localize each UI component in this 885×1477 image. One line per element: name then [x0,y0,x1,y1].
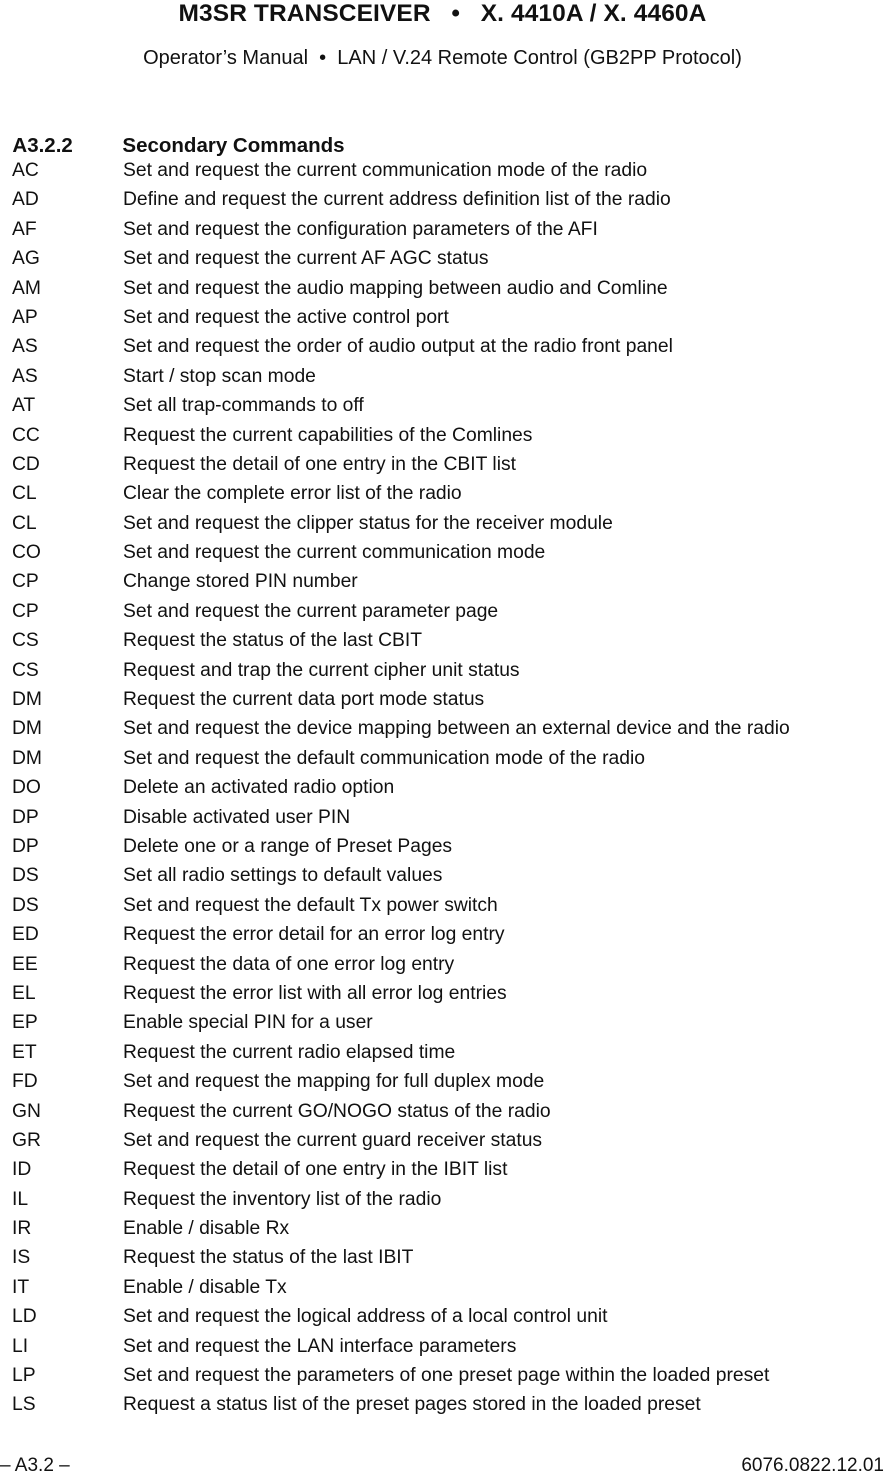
command-row [12,1069,882,1098]
page-title: M3SR TRANSCEIVER • X. 4410A / X. 4460A [178,0,707,27]
command-code: AD [12,189,39,211]
command-code: CS [12,630,39,652]
command-description: Set and request the mapping for full duplex mode [123,1071,545,1093]
command-description: Set all trap-commands to off [123,395,364,417]
command-row [12,452,882,481]
command-description: Request the inventory list of the radio [123,1188,442,1210]
command-row [12,540,882,569]
command-code: CP [12,600,39,622]
command-description: Set and request the current parameter page [123,600,499,622]
command-row [12,1275,882,1304]
command-code: IL [12,1188,29,1210]
command-row [12,599,882,628]
command-code: EP [12,1012,38,1034]
command-description: Set and request the default Tx power switch [123,894,498,916]
command-code: CL [12,512,37,534]
command-code: AG [12,248,40,270]
command-code: DP [12,806,39,828]
command-description: Enable / disable Rx [123,1218,290,1240]
command-description: Request the error detail for an error log entry [123,924,505,946]
command-description: Set and request the current guard receiver status [123,1129,543,1151]
command-row [12,187,882,216]
command-row [12,628,882,657]
command-row [12,364,882,393]
command-description: Set and request the current communication mode of the radio [123,160,648,181]
command-row [12,716,882,745]
command-row [12,658,882,687]
command-code: ED [12,924,39,946]
command-code: CS [12,659,39,681]
command-code: DM [12,718,42,740]
command-description: Set and request the parameters of one preset page within the loaded preset [123,1365,770,1387]
command-row [12,1099,882,1128]
command-code: LS [12,1394,36,1416]
command-row [12,1010,882,1039]
command-row [12,217,882,246]
command-code: ET [12,1041,37,1063]
command-code: AS [12,336,38,358]
command-description: Change stored PIN number [123,571,358,593]
command-code: LI [12,1335,29,1357]
command-row [12,1187,882,1216]
command-code: AM [12,277,41,299]
command-description: Disable activated user PIN [123,806,351,828]
command-code: AF [12,218,37,240]
command-description: Request the data of one error log entry [123,953,455,975]
command-row [12,775,882,804]
command-code: DM [12,689,42,711]
command-description: Set and request the LAN interface parameters [123,1335,517,1357]
command-row [12,805,882,834]
command-code: DS [12,865,39,887]
command-description: Set and request the device mapping between an external device and the radio [123,718,790,740]
command-description: Request the current GO/NOGO status of the radio [123,1100,551,1122]
command-row [12,863,882,892]
command-row [12,1128,882,1157]
command-description: Request a status list of the preset pages stored in the loaded preset [123,1394,701,1416]
command-description: Request the detail of one entry in the IBIT list [123,1159,508,1181]
section-heading [1,107,345,159]
command-description: Set and request the current AF AGC status [123,248,489,270]
command-description: Request the current capabilities of the Comlines [123,424,533,446]
command-code: IT [12,1276,30,1298]
page-subtitle: Operator’s Manual • LAN / V.24 Remote Control (GB2PP Protocol) [143,47,742,69]
command-row [12,511,882,540]
command-code: AT [12,395,36,417]
command-code: CO [12,542,41,564]
command-description: Set and request the current communication mode [123,542,546,564]
command-description: Set and request the configuration parameters of the AFI [123,218,598,240]
command-row [12,1334,882,1363]
command-code: DO [12,777,41,799]
command-row [12,1157,882,1186]
command-code: CC [12,424,40,446]
command-code: EE [12,953,38,975]
command-row [12,393,882,422]
command-code: AP [12,306,38,328]
command-row [12,922,882,951]
command-description: Set and request the order of audio output at the radio front panel [123,336,673,358]
command-row [12,481,882,510]
command-row [12,834,882,863]
command-code: DM [12,747,42,769]
command-code: LP [12,1365,36,1387]
command-row [12,1245,882,1274]
command-code: CD [12,453,40,475]
command-description: Enable / disable Tx [123,1276,287,1298]
command-row [12,423,882,452]
command-description: Request the status of the last CBIT [123,630,423,652]
command-row [12,1304,882,1333]
command-description: Request the status of the last IBIT [123,1247,414,1269]
command-description: Request the detail of one entry in the CBIT list [123,453,516,475]
section-number: A3.2.2 [12,134,73,157]
command-description: Enable special PIN for a user [123,1012,373,1034]
command-code: CP [12,571,39,593]
command-row [12,1216,882,1245]
command-description: Define and request the current address definition list of the radio [123,189,671,211]
command-description: Set and request the default communication mode of the radio [123,747,645,769]
command-row [12,687,882,716]
command-code: AC [12,160,39,181]
command-code: GR [12,1129,41,1151]
command-row [12,246,882,275]
command-description: Set and request the logical address of a local control unit [123,1306,608,1328]
command-description: Request the error list with all error log entries [123,982,507,1004]
section-title: Secondary Commands [122,134,345,157]
command-description: Delete an activated radio option [123,777,395,799]
command-row [12,1392,882,1421]
document-number: 6076.0822.12.01 [741,1455,884,1476]
command-row [12,1040,882,1069]
command-row [12,952,882,981]
command-code: EL [12,982,36,1004]
command-description: Request and trap the current cipher unit status [123,659,520,681]
command-list [12,158,882,1422]
command-description: Delete one or a range of Preset Pages [123,835,453,857]
command-row [12,334,882,363]
command-description: Set all radio settings to default values [123,865,443,887]
command-row [12,746,882,775]
command-description: Clear the complete error list of the radio [123,483,462,505]
command-description: Request the current radio elapsed time [123,1041,456,1063]
command-code: FD [12,1071,38,1093]
command-row [12,276,882,305]
command-code: LD [12,1306,37,1328]
command-code: GN [12,1100,41,1122]
command-description: Start / stop scan mode [123,365,316,387]
command-row [12,569,882,598]
command-code: IS [12,1247,31,1269]
command-code: DP [12,835,39,857]
command-row [12,158,882,187]
command-code: CL [12,483,37,505]
command-row [12,305,882,334]
command-code: AS [12,365,38,387]
command-row [12,893,882,922]
command-code: DS [12,894,39,916]
command-description: Set and request the clipper status for the receiver module [123,512,613,534]
command-description: Set and request the active control port [123,306,449,328]
command-row [12,981,882,1010]
command-description: Request the current data port mode status [123,689,485,711]
page-number: – A3.2 – [0,1455,70,1476]
command-code: ID [12,1159,32,1181]
command-description: Set and request the audio mapping between audio and Comline [123,277,668,299]
command-row [12,1363,882,1392]
command-code: IR [12,1218,32,1240]
